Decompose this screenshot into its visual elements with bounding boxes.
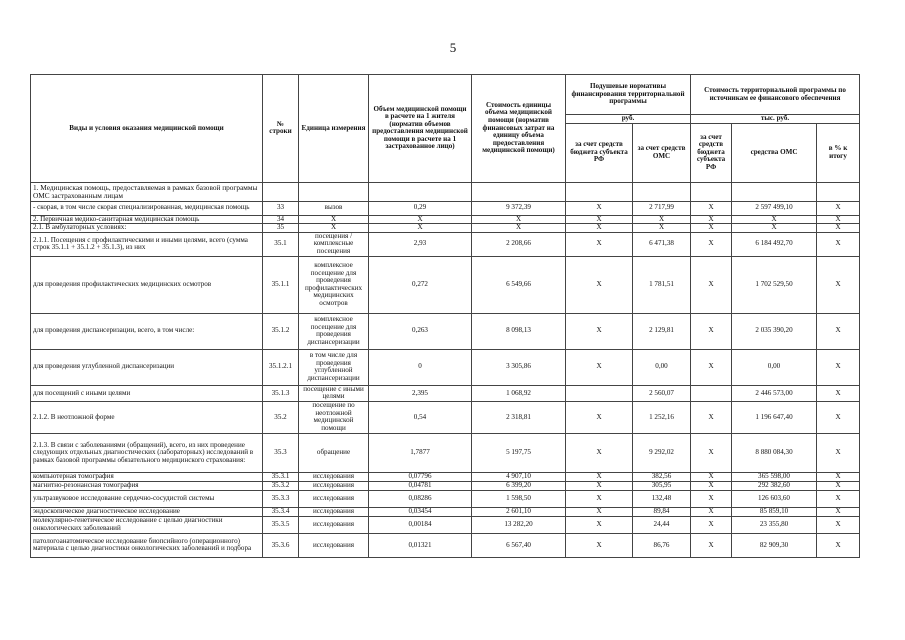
cell-percent-total: X xyxy=(817,215,860,224)
cell-oms-cost: 23 355,80 xyxy=(732,516,817,533)
cell-unit: исследования xyxy=(299,507,369,516)
cell-budget-per-capita: X xyxy=(566,481,633,490)
cell-row-number: 35 xyxy=(263,224,299,233)
cell-row-number: 35.3.1 xyxy=(263,472,299,481)
cell-unit-cost: 6 399,20 xyxy=(472,481,566,490)
table-row xyxy=(31,201,860,215)
cell-budget-cost: X xyxy=(691,256,732,313)
cell-unit: X xyxy=(299,215,369,224)
cell-budget-per-capita xyxy=(566,385,633,401)
cell-unit-cost: 5 197,75 xyxy=(472,433,566,472)
cell-row-number: 35.1.2 xyxy=(263,313,299,349)
cell-name: эндоскопическое диагностическое исследование xyxy=(31,507,263,516)
cell-percent-total: X xyxy=(817,256,860,313)
cell-unit: X xyxy=(299,224,369,233)
cell-percent-total: X xyxy=(817,401,860,433)
cell-volume: 0,272 xyxy=(369,256,472,313)
cell-unit-cost: 2 318,81 xyxy=(472,401,566,433)
header-type: Виды и условия оказания медицинской помощи xyxy=(31,75,263,183)
cell-budget-cost: X xyxy=(691,232,732,256)
cell-budget-per-capita: X xyxy=(566,232,633,256)
header-row-number: № строки xyxy=(263,75,299,183)
cell-volume: 0,54 xyxy=(369,401,472,433)
cell-percent-total: X xyxy=(817,201,860,215)
cell-budget-per-capita: X xyxy=(566,215,633,224)
cell-name: магнитно-резонансная томография xyxy=(31,481,263,490)
cell-unit-cost xyxy=(472,182,566,201)
header-program-cost: Стоимость территориальной программы по источникам ее финансового обеспечения xyxy=(691,75,860,115)
cell-unit-cost: 1 068,92 xyxy=(472,385,566,401)
cell-name: компьютерная томография xyxy=(31,472,263,481)
cell-unit: комплексное посещение для проведения диспансеризации xyxy=(299,313,369,349)
cell-row-number: 35.3 xyxy=(263,433,299,472)
cell-budget-per-capita: X xyxy=(566,507,633,516)
cell-unit xyxy=(299,182,369,201)
cell-row-number: 35.3.4 xyxy=(263,507,299,516)
cell-budget-per-capita: X xyxy=(566,349,633,385)
header-oms-cost: средства ОМС xyxy=(732,123,817,182)
cell-unit-cost: 6 567,40 xyxy=(472,533,566,557)
table-row xyxy=(31,215,860,224)
cell-budget-per-capita: X xyxy=(566,256,633,313)
cell-oms-cost: 2 035 390,20 xyxy=(732,313,817,349)
cell-oms-cost xyxy=(732,182,817,201)
cell-percent-total: X xyxy=(817,349,860,385)
cell-volume: 2,93 xyxy=(369,232,472,256)
cell-budget-per-capita: X xyxy=(566,433,633,472)
cell-budget-per-capita: X xyxy=(566,401,633,433)
cell-unit-cost: X xyxy=(472,215,566,224)
cell-oms-cost: 8 880 084,30 xyxy=(732,433,817,472)
cell-oms-per-capita: 1 252,16 xyxy=(633,401,691,433)
cell-budget-cost: X xyxy=(691,472,732,481)
cell-unit-cost: X xyxy=(472,224,566,233)
cell-row-number: 35.1.2.1 xyxy=(263,349,299,385)
cell-oms-cost: 2 597 499,10 xyxy=(732,201,817,215)
cell-percent-total: X xyxy=(817,385,860,401)
cell-unit: исследования xyxy=(299,516,369,533)
cell-oms-per-capita: 89,84 xyxy=(633,507,691,516)
cell-percent-total: X xyxy=(817,507,860,516)
cell-unit: посещение с иными целями xyxy=(299,385,369,401)
cell-budget-cost: X xyxy=(691,349,732,385)
cell-volume: X xyxy=(369,215,472,224)
cell-budget-cost: X xyxy=(691,401,732,433)
table-row xyxy=(31,385,860,401)
cell-oms-cost: 1 702 529,50 xyxy=(732,256,817,313)
table-row xyxy=(31,433,860,472)
cell-percent-total: X xyxy=(817,224,860,233)
cell-budget-per-capita: X xyxy=(566,313,633,349)
cell-row-number: 35.3.2 xyxy=(263,481,299,490)
cell-budget-cost: X xyxy=(691,481,732,490)
cell-budget-cost: X xyxy=(691,201,732,215)
cell-volume: 2,395 xyxy=(369,385,472,401)
cell-oms-cost: 292 382,60 xyxy=(732,481,817,490)
cell-name: для посещений с иными целями xyxy=(31,385,263,401)
cell-budget-per-capita: X xyxy=(566,201,633,215)
cell-unit-cost: 1 598,50 xyxy=(472,490,566,507)
header-volume: Объем медицинской помощи в расчете на 1 жителя (норматив объемов предоставления медицинской помощи в расчете на 1 застрахованное лицо) xyxy=(369,75,472,183)
table-row xyxy=(31,481,860,490)
cell-percent-total: X xyxy=(817,433,860,472)
table-row xyxy=(31,507,860,516)
cell-budget-cost: X xyxy=(691,516,732,533)
cell-budget-cost: X xyxy=(691,224,732,233)
cell-name: для проведения углубленной диспансеризации xyxy=(31,349,263,385)
cell-unit: посещения / комплексные посещения xyxy=(299,232,369,256)
cell-unit-cost: 13 282,20 xyxy=(472,516,566,533)
cell-budget-per-capita xyxy=(566,182,633,201)
header-oms-per-capita: за счет средств ОМС xyxy=(633,123,691,182)
cell-unit: посещение по неотложной медицинской помощи xyxy=(299,401,369,433)
cell-oms-per-capita: 6 471,38 xyxy=(633,232,691,256)
cell-percent-total: X xyxy=(817,313,860,349)
cell-budget-cost: X xyxy=(691,433,732,472)
header-unit-thous-rub: тыс. руб. xyxy=(691,115,860,124)
cell-oms-per-capita: X xyxy=(633,224,691,233)
cell-oms-per-capita: 86,76 xyxy=(633,533,691,557)
cell-name: патологоанатомическое исследование биопсийного (операционного) материала с целью диагностики онкологических заболеваний и подбора xyxy=(31,533,263,557)
cell-volume: 0,08286 xyxy=(369,490,472,507)
header-budget-per-capita: за счет средств бюджета субъекта РФ xyxy=(566,123,633,182)
cell-oms-per-capita: 132,48 xyxy=(633,490,691,507)
cell-budget-cost: X xyxy=(691,507,732,516)
cell-budget-per-capita: X xyxy=(566,472,633,481)
cell-budget-cost: X xyxy=(691,215,732,224)
cell-volume: 1,7877 xyxy=(369,433,472,472)
cell-oms-per-capita: 0,00 xyxy=(633,349,691,385)
cell-volume: 0,29 xyxy=(369,201,472,215)
cell-percent-total: X xyxy=(817,232,860,256)
cell-volume: 0,263 xyxy=(369,313,472,349)
cell-oms-cost: 365 598,00 xyxy=(732,472,817,481)
cell-name: молекулярно-генетическое исследование с целью диагностики онкологических заболеваний xyxy=(31,516,263,533)
cell-oms-cost: 82 909,30 xyxy=(732,533,817,557)
cell-unit: исследования xyxy=(299,472,369,481)
table-row xyxy=(31,533,860,557)
header-budget-cost: за счет средств бюджета субъекта РФ xyxy=(691,123,732,182)
cell-row-number: 35.2 xyxy=(263,401,299,433)
cell-budget-per-capita: X xyxy=(566,516,633,533)
cell-name: 1. Медицинская помощь, предоставляемая в рамках базовой программы ОМС застрахованным лицам xyxy=(31,182,263,201)
table-row xyxy=(31,224,860,233)
cell-volume: 0 xyxy=(369,349,472,385)
cell-name: ультразвуковое исследование сердечно-сосудистой системы xyxy=(31,490,263,507)
cell-budget-cost: X xyxy=(691,490,732,507)
cell-oms-cost: 85 859,10 xyxy=(732,507,817,516)
cell-unit-cost: 8 098,13 xyxy=(472,313,566,349)
cell-unit: в том числе для проведения углубленной диспансеризации xyxy=(299,349,369,385)
cell-oms-per-capita: X xyxy=(633,215,691,224)
cell-budget-per-capita: X xyxy=(566,533,633,557)
cell-percent-total: X xyxy=(817,490,860,507)
cell-oms-cost: 0,00 xyxy=(732,349,817,385)
cell-unit-cost: 3 305,86 xyxy=(472,349,566,385)
page-number: 5 xyxy=(449,40,457,55)
cell-row-number: 35.1.1 xyxy=(263,256,299,313)
cell-budget-cost: X xyxy=(691,533,732,557)
cell-row-number: 35.1.3 xyxy=(263,385,299,401)
table-row xyxy=(31,472,860,481)
table-row xyxy=(31,490,860,507)
cell-row-number: 35.1 xyxy=(263,232,299,256)
cell-row-number: 35.3.5 xyxy=(263,516,299,533)
cell-name: 2.1. В амбулаторных условиях: xyxy=(31,224,263,233)
cell-budget-per-capita: X xyxy=(566,224,633,233)
header-unit: Единица измерения xyxy=(299,75,369,183)
cell-percent-total: X xyxy=(817,472,860,481)
cell-oms-cost: 126 603,60 xyxy=(732,490,817,507)
cell-volume: X xyxy=(369,224,472,233)
cell-volume: 0,00184 xyxy=(369,516,472,533)
cell-oms-per-capita: 2 717,99 xyxy=(633,201,691,215)
section-row xyxy=(31,182,860,201)
cell-volume: 0,03454 xyxy=(369,507,472,516)
cell-oms-cost: X xyxy=(732,224,817,233)
cell-oms-per-capita: 2 560,07 xyxy=(633,385,691,401)
cell-oms-cost: 2 446 573,00 xyxy=(732,385,817,401)
table-row xyxy=(31,401,860,433)
cell-unit-cost: 2 601,10 xyxy=(472,507,566,516)
cell-name: 2.1.2. В неотложной форме xyxy=(31,401,263,433)
cell-name: 2.1.3. В связи с заболеваниями (обращений), всего, из них проведение следующих отдельных диагностических (лабораторных) исследований в рамках базовой программы обязательного медицинского страхования: xyxy=(31,433,263,472)
header-percent-total: в % к итогу xyxy=(817,123,860,182)
table-body xyxy=(31,182,860,557)
table-row xyxy=(31,232,860,256)
cell-volume: 0,04781 xyxy=(369,481,472,490)
cell-row-number xyxy=(263,182,299,201)
cell-oms-per-capita: 1 781,51 xyxy=(633,256,691,313)
cell-percent-total xyxy=(817,182,860,201)
cell-oms-cost: X xyxy=(732,215,817,224)
cell-unit-cost: 4 907,10 xyxy=(472,472,566,481)
cell-unit-cost: 9 372,39 xyxy=(472,201,566,215)
cell-name: 2.1.1. Посещения с профилактическими и иными целями, всего (сумма строк 35.1.1 + 35.1.2 + 35.1.3), из них xyxy=(31,232,263,256)
cell-oms-per-capita: 305,95 xyxy=(633,481,691,490)
cell-unit: комплексное посещение для проведения профилактических медицинских осмотров xyxy=(299,256,369,313)
cell-unit-cost: 2 208,66 xyxy=(472,232,566,256)
header-unit-rub: руб. xyxy=(566,115,691,124)
cell-unit-cost: 6 549,66 xyxy=(472,256,566,313)
financing-table xyxy=(30,74,860,558)
cell-unit: исследования xyxy=(299,481,369,490)
cell-percent-total: X xyxy=(817,516,860,533)
cell-oms-per-capita: 382,56 xyxy=(633,472,691,481)
cell-oms-per-capita: 2 129,81 xyxy=(633,313,691,349)
cell-percent-total: X xyxy=(817,533,860,557)
cell-oms-cost: 1 196 647,40 xyxy=(732,401,817,433)
cell-unit: исследования xyxy=(299,490,369,507)
cell-volume xyxy=(369,182,472,201)
cell-name: для проведения диспансеризации, всего, в том числе: xyxy=(31,313,263,349)
header-unit-cost: Стоимость единицы объема медицинской помощи (норматив финансовых затрат на единицу объема предоставления медицинской помощи) xyxy=(472,75,566,183)
cell-row-number: 33 xyxy=(263,201,299,215)
table-row xyxy=(31,313,860,349)
cell-budget-cost xyxy=(691,182,732,201)
cell-unit: вызов xyxy=(299,201,369,215)
cell-row-number: 34 xyxy=(263,215,299,224)
cell-row-number: 35.3.3 xyxy=(263,490,299,507)
cell-budget-per-capita: X xyxy=(566,490,633,507)
cell-oms-per-capita: 9 292,02 xyxy=(633,433,691,472)
cell-unit: обращение xyxy=(299,433,369,472)
cell-name: - скорая, в том числе скорая специализированная, медицинская помощь xyxy=(31,201,263,215)
cell-volume: 0,01321 xyxy=(369,533,472,557)
table-row xyxy=(31,349,860,385)
header-per-capita-norms: Подушевые нормативы финансирования территориальной программы xyxy=(566,75,691,115)
cell-budget-cost xyxy=(691,385,732,401)
table-row xyxy=(31,256,860,313)
cell-volume: 0,07796 xyxy=(369,472,472,481)
cell-percent-total: X xyxy=(817,481,860,490)
cell-oms-per-capita: 24,44 xyxy=(633,516,691,533)
cell-unit: исследования xyxy=(299,533,369,557)
cell-row-number: 35.3.6 xyxy=(263,533,299,557)
cell-name: для проведения профилактических медицинских осмотров xyxy=(31,256,263,313)
table-row xyxy=(31,516,860,533)
cell-oms-per-capita xyxy=(633,182,691,201)
cell-oms-cost: 6 184 492,70 xyxy=(732,232,817,256)
cell-budget-cost: X xyxy=(691,313,732,349)
cell-name: 2. Первичная медико-санитарная медицинская помощь xyxy=(31,215,263,224)
